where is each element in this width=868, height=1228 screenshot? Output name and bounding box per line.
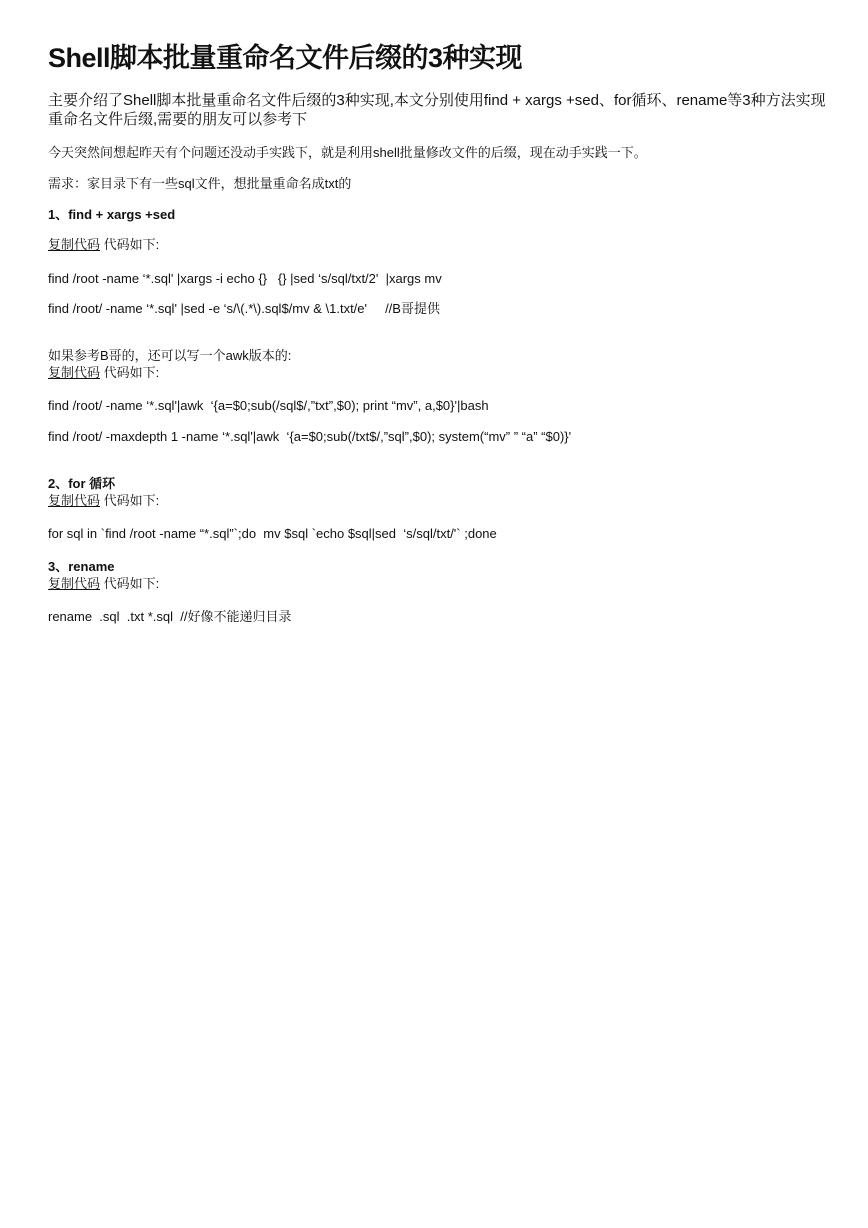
copy-code-link[interactable]: 复制代码 [48,365,101,380]
copy-code-row [48,237,159,253]
requirement-text: 需求：家目录下有一些sql文件，想批量重命名成txt的 [48,176,352,191]
code-line: find /root/ -maxdepth 1 -name ‘*.sql'|awk ‘{a=$0;sub(/txt$/,”sql”,$0); system(“mv” ” “a” “$0)}' [48,429,572,444]
copy-code-row [48,576,159,592]
section2-heading: 2、for 循环 [48,476,116,491]
code-label: 代码如下: [100,365,160,380]
code-label: 代码如下: [100,237,160,252]
copy-code-row [48,493,159,509]
copy-code-link[interactable]: 复制代码 [48,493,101,508]
code-label: 代码如下: [100,493,160,508]
intro-text: 今天突然间想起昨天有个问题还没动手实践下，就是利用shell批量修改文件的后缀，现在动手实践一下。 [48,145,647,160]
copy-code-link[interactable]: 复制代码 [48,237,101,252]
copy-code-row [48,365,159,381]
section3-heading: 3、rename [48,559,115,574]
code-line: find /root -name ‘*.sql' |xargs -i echo {} {} |sed ‘s/sql/txt/2' |xargs mv [48,271,442,286]
code-line: rename .sql .txt *.sql //好像不能递归目录 [48,609,292,624]
copy-code-link[interactable]: 复制代码 [48,576,101,591]
page-title: Shell脚本批量重命名文件后缀的3种实现 [48,43,523,73]
code-line: find /root/ -name ‘*.sql'|awk ‘{a=$0;sub(/sql$/,”txt”,$0); print “mv”, a,$0}'|bash [48,398,489,413]
code-line: find /root/ -name ‘*.sql' |sed -e ‘s/\(.*\).sql$/mv & \1.txt/e' //B哥提供 [48,301,440,316]
section1-heading: 1、find + xargs +sed [48,207,176,222]
code-label: 代码如下: [100,576,160,591]
code-line: for sql in `find /root -name “*.sql”`;do mv $sql `echo $sql|sed ‘s/sql/txt/'` ;done [48,526,497,541]
article-summary: 主要介绍了Shell脚本批量重命名文件后缀的3种实现,本文分别使用find + xargs +sed、for循环、rename等3种方法实现重命名文件后缀,需要的朋友可以参考下 [48,92,826,128]
awk-note-text: 如果参考B哥的，还可以写一个awk版本的: [48,348,292,363]
